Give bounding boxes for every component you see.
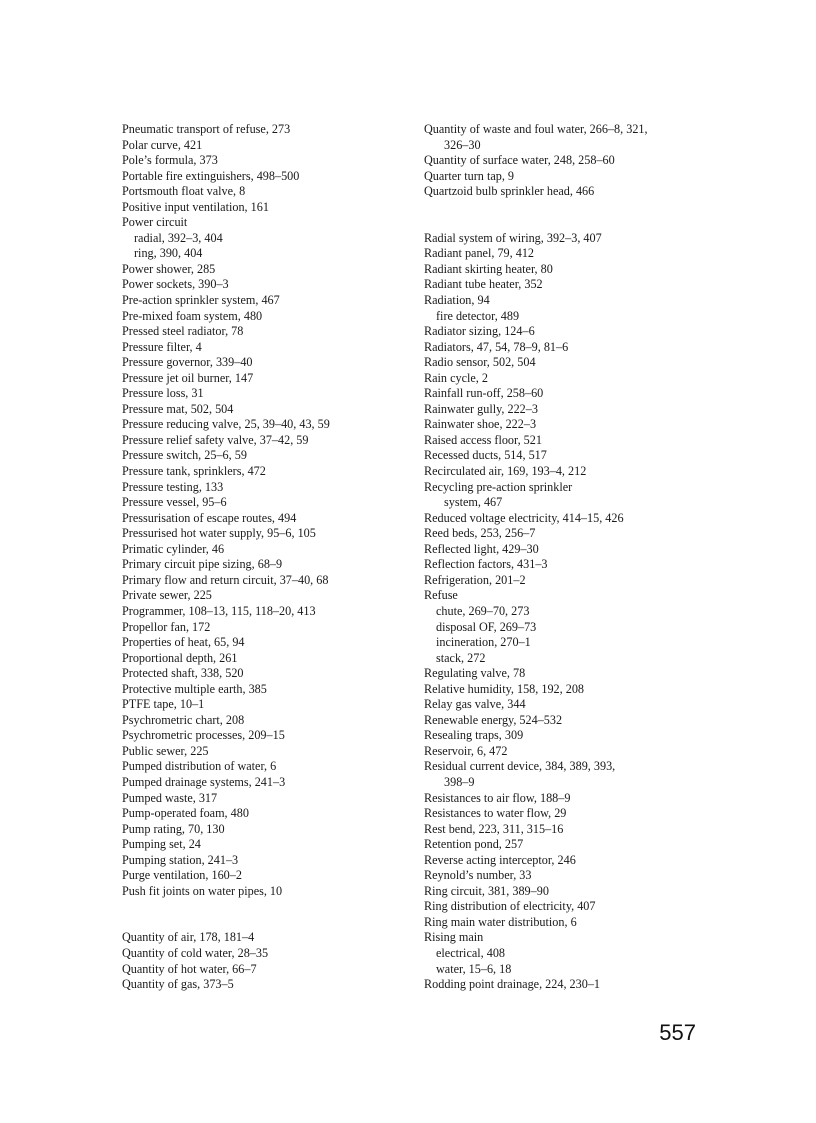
index-entry: Pre-action sprinkler system, 467 — [122, 293, 280, 308]
section-gap — [424, 200, 724, 231]
index-entry: Pressure testing, 133 — [122, 479, 224, 494]
index-entry: Pumped waste, 317 — [122, 790, 218, 805]
index-entry: Push fit joints on water pipes, 10 — [122, 883, 283, 898]
index-entry: Quarter turn tap, 9 — [424, 168, 515, 183]
index-entry: Renewable energy, 524–532 — [424, 712, 563, 727]
index-subentry: chute, 269–70, 273 — [436, 603, 530, 618]
index-entry: Portsmouth float valve, 8 — [122, 184, 246, 199]
index-entry: Pressure jet oil burner, 147 — [122, 370, 254, 385]
index-subentry: electrical, 408 — [436, 945, 506, 960]
index-entry: Rest bend, 223, 311, 315–16 — [424, 821, 564, 836]
index-entry: Pressed steel radiator, 78 — [122, 324, 244, 339]
index-entry: Raised access floor, 521 — [424, 432, 542, 447]
index-entry: Reynold’s number, 33 — [424, 868, 532, 883]
index-entry: Power circuit — [122, 215, 188, 230]
index-entry: Rainwater gully, 222–3 — [424, 401, 538, 416]
index-entry: Rain cycle, 2 — [424, 370, 488, 385]
index-entry: Pressure mat, 502, 504 — [122, 401, 234, 416]
index-entry: Reed beds, 253, 256–7 — [424, 526, 536, 541]
index-entry: Ring main water distribution, 6 — [424, 914, 577, 929]
index-entry: Reduced voltage electricity, 414–15, 426 — [424, 510, 624, 525]
index-entry: Pressure filter, 4 — [122, 339, 202, 354]
index-entry: Quantity of surface water, 248, 258–60 — [424, 153, 615, 168]
index-entry: Quantity of waste and foul water, 266–8, 321, — [424, 122, 648, 136]
index-entry: Pre-mixed foam system, 480 — [122, 308, 263, 323]
index-entry: Pumping station, 241–3 — [122, 852, 239, 867]
index-entry: Purge ventilation, 160–2 — [122, 868, 242, 883]
index-entry: Public sewer, 225 — [122, 743, 209, 758]
index-entry: Pressurised hot water supply, 95–6, 105 — [122, 526, 316, 541]
index-subentry: ring, 390, 404 — [134, 246, 203, 261]
index-entry: Pressure tank, sprinklers, 472 — [122, 464, 266, 479]
index-entry: Radiant panel, 79, 412 — [424, 246, 535, 261]
index-entry: Recycling pre-action sprinkler — [424, 479, 573, 494]
index-entry: Pressure vessel, 95–6 — [122, 495, 227, 510]
index-entry: Regulating valve, 78 — [424, 666, 526, 681]
index-entry: Relay gas valve, 344 — [424, 697, 526, 712]
index-subentry: disposal OF, 269–73 — [436, 619, 537, 634]
index-entry: Residual current device, 384, 389, 393, — [424, 759, 616, 774]
index-entry: Reflection factors, 431–3 — [424, 557, 548, 572]
index-entry: Radiation, 94 — [424, 293, 490, 308]
index-entry: Relative humidity, 158, 192, 208 — [424, 681, 585, 696]
section-gap — [122, 899, 392, 930]
index-entry: Quantity of gas, 373–5 — [122, 977, 234, 992]
index-entry: Recirculated air, 169, 193–4, 212 — [424, 464, 587, 479]
index-entry: Radiant skirting heater, 80 — [424, 261, 553, 276]
index-entry: Private sewer, 225 — [122, 588, 212, 603]
index-entry: Refrigeration, 201–2 — [424, 572, 526, 587]
index-entry: Pressure relief safety valve, 37–42, 59 — [122, 432, 309, 447]
index-entry: PTFE tape, 10–1 — [122, 697, 205, 712]
index-entry: Radio sensor, 502, 504 — [424, 355, 536, 370]
index-entry: Pump rating, 70, 130 — [122, 821, 225, 836]
index-entry: Pumped distribution of water, 6 — [122, 759, 277, 774]
index-entry: Pressure reducing valve, 25, 39–40, 43, 59 — [122, 417, 330, 432]
index-entry: Quantity of hot water, 66–7 — [122, 961, 257, 976]
index-entry: Pressure governor, 339–40 — [122, 355, 253, 370]
index-entry: Quantity of cold water, 28–35 — [122, 945, 269, 960]
index-entry: Protected shaft, 338, 520 — [122, 666, 244, 681]
index-entry: Quartzoid bulb sprinkler head, 466 — [424, 184, 595, 199]
index-entry: Recessed ducts, 514, 517 — [424, 448, 547, 463]
index-entry: Pumping set, 24 — [122, 837, 201, 852]
index-entry: Pump-operated foam, 480 — [122, 806, 249, 821]
index-entry: Refuse — [424, 588, 458, 603]
index-entry: Rainwater shoe, 222–3 — [424, 417, 537, 432]
index-entry: Power shower, 285 — [122, 261, 216, 276]
index-entry: Radiators, 47, 54, 78–9, 81–6 — [424, 339, 569, 354]
index-entry: Rodding point drainage, 224, 230–1 — [424, 977, 601, 992]
index-entry: Primary flow and return circuit, 37–40, 68 — [122, 572, 329, 587]
index-entry: Proportional depth, 261 — [122, 650, 238, 665]
index-entry: Radiator sizing, 124–6 — [424, 324, 535, 339]
index-entry: Pressure switch, 25–6, 59 — [122, 448, 247, 463]
index-entry: Resistances to water flow, 29 — [424, 806, 567, 821]
index-entry: Power sockets, 390–3 — [122, 277, 229, 292]
index-entry: Pneumatic transport of refuse, 273 — [122, 122, 291, 136]
index-entry: Primatic cylinder, 46 — [122, 541, 225, 556]
index-entry: Reverse acting interceptor, 246 — [424, 852, 576, 867]
index-entry: Retention pond, 257 — [424, 837, 524, 852]
index-column-left — [122, 122, 392, 993]
index-entry: Positive input ventilation, 161 — [122, 199, 269, 214]
index-entry: Pressure loss, 31 — [122, 386, 204, 401]
index-entry: Radial system of wiring, 392–3, 407 — [424, 230, 602, 245]
index-entry: Polar curve, 421 — [122, 137, 203, 152]
index-entry: Resistances to air flow, 188–9 — [424, 790, 571, 805]
index-entry: Psychrometric processes, 209–15 — [122, 728, 285, 743]
index-subentry: radial, 392–3, 404 — [134, 230, 223, 245]
index-entry: Resealing traps, 309 — [424, 728, 524, 743]
index-entry: Reservoir, 6, 472 — [424, 743, 508, 758]
index-entry: Reflected light, 429–30 — [424, 541, 539, 556]
index-entry: Ring distribution of electricity, 407 — [424, 899, 596, 914]
index-entry: Ring circuit, 381, 389–90 — [424, 883, 549, 898]
index-subentry: water, 15–6, 18 — [436, 961, 512, 976]
index-entry: Quantity of air, 178, 181–4 — [122, 930, 255, 945]
index-entry: Portable fire extinguishers, 498–500 — [122, 168, 300, 183]
index-entry-continuation: system, 467 — [444, 495, 503, 510]
index-entry: Rising main — [424, 930, 484, 945]
index-entry: Programmer, 108–13, 115, 118–20, 413 — [122, 603, 316, 618]
index-entry: Primary circuit pipe sizing, 68–9 — [122, 557, 283, 572]
index-entry: Properties of heat, 65, 94 — [122, 635, 245, 650]
index-entry: Pressurisation of escape routes, 494 — [122, 510, 297, 525]
index-subentry: stack, 272 — [436, 650, 486, 665]
index-entry: Radiant tube heater, 352 — [424, 277, 543, 292]
index-entry: Protective multiple earth, 385 — [122, 681, 267, 696]
index-entry-continuation: 398–9 — [444, 774, 475, 789]
index-entry-continuation: 326–30 — [444, 137, 481, 152]
index-subentry: fire detector, 489 — [436, 308, 520, 323]
index-entry: Pumped drainage systems, 241–3 — [122, 774, 286, 789]
index-entry: Pole’s formula, 373 — [122, 153, 218, 168]
index-entry: Propellor fan, 172 — [122, 619, 211, 634]
index-entry: Rainfall run-off, 258–60 — [424, 386, 544, 401]
page-number: 557 — [659, 1020, 696, 1045]
index-entry: Psychrometric chart, 208 — [122, 712, 245, 727]
index-column-right — [424, 122, 724, 993]
index-subentry: incineration, 270–1 — [436, 635, 531, 650]
